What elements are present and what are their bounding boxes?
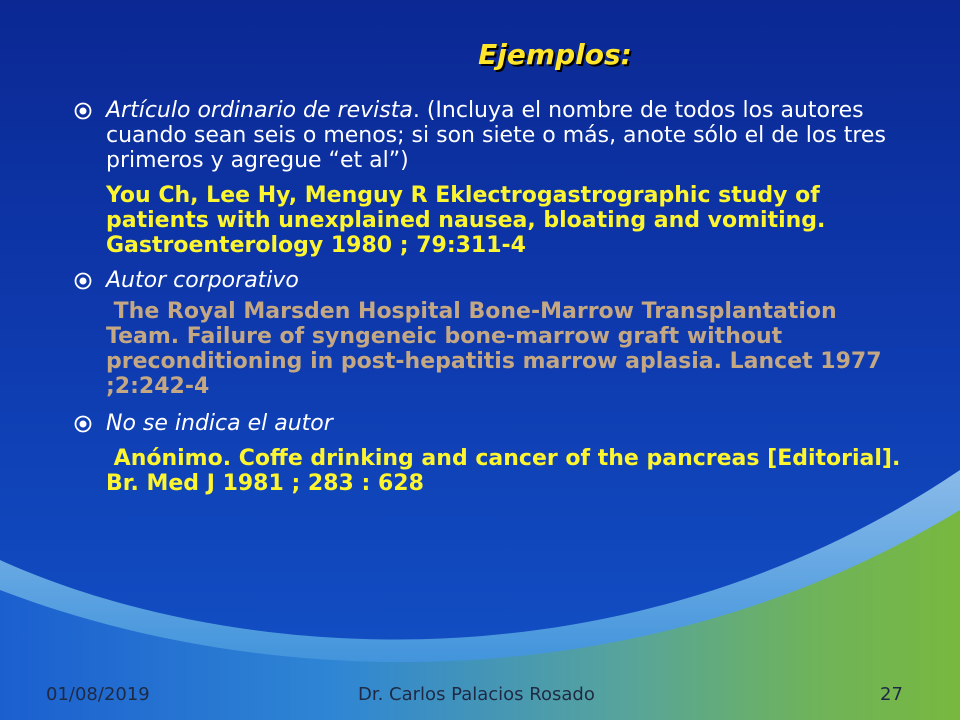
target-bullet-icon xyxy=(74,102,96,124)
list-item xyxy=(74,268,904,399)
item-heading-italic: Artículo ordinario de revista xyxy=(106,98,413,123)
target-bullet-icon xyxy=(74,415,96,437)
item-heading xyxy=(106,411,904,436)
footer-date: 01/08/2019 xyxy=(46,684,150,705)
slide-content xyxy=(74,98,909,496)
item-heading xyxy=(106,98,904,173)
item-heading-italic: No se indica el autor xyxy=(106,411,333,436)
target-bullet-icon xyxy=(74,272,96,294)
list-item xyxy=(74,411,909,496)
slide-title: Ejemplos: xyxy=(478,38,632,71)
item-reference: Anónimo. Coffe drinking and cancer of the pancreas [Editorial]. Br. Med J 1981 ; 283 : 628 xyxy=(106,446,909,496)
item-heading-italic: Autor corporativo xyxy=(106,268,299,293)
item-heading-rest: . (Incluya el nombre de todos los autores cuando sean seis o menos; si son siete o más, anote sólo el de los tres primeros y agregue “et al”) xyxy=(106,98,886,173)
item-reference: The Royal Marsden Hospital Bone-Marrow Transplantation Team. Failure of syngeneic bone-marrow graft without preconditioning in post-hepatitis marrow aplasia. Lancet 1977 ;2:242-4 xyxy=(106,299,890,399)
footer-author: Dr. Carlos Palacios Rosado xyxy=(358,684,595,705)
item-heading xyxy=(106,268,904,293)
list-item xyxy=(74,98,904,258)
item-reference: You Ch, Lee Hy, Menguy R Eklectrogastrographic study of patients with unexplained nausea, bloating and vomiting. Gastroenterology 1980 ; 79:311-4 xyxy=(106,183,826,258)
footer-page-number: 27 xyxy=(880,684,903,705)
